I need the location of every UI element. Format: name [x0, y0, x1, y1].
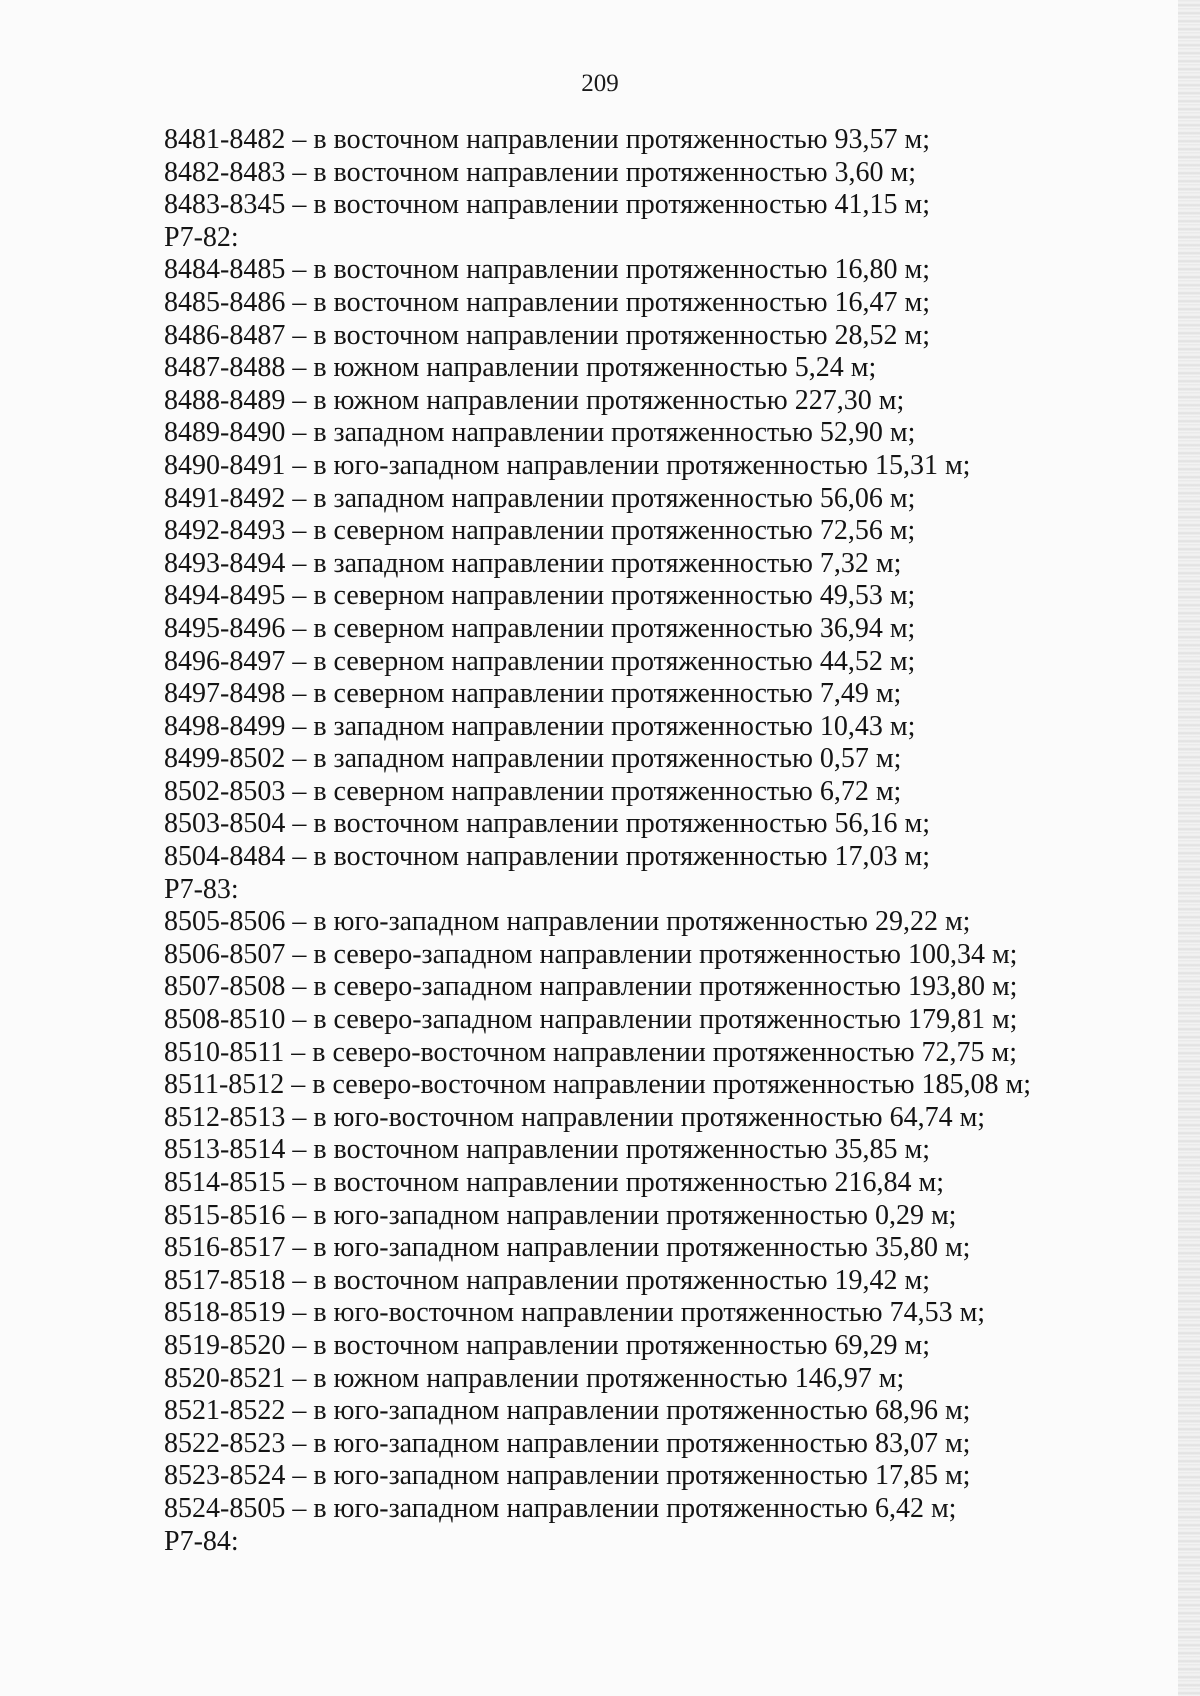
boundary-segment-line: 8510-8511 – в северо-восточном направлении протяженностью 72,75 м; — [164, 1036, 1018, 1068]
boundary-segment-line: 8508-8510 – в северо-западном направлении протяженностью 179,81 м; — [164, 1004, 1018, 1036]
boundary-segment-line: 8485-8486 – в восточном направлении протяженностью 16,47 м; — [164, 286, 931, 318]
boundary-segment-line: 8491-8492 – в западном направлении протяженностью 56,06 м; — [164, 482, 916, 514]
boundary-segment-line: 8487-8488 – в южном направлении протяженностью 5,24 м; — [164, 352, 877, 384]
boundary-segment-line: 8514-8515 – в восточном направлении протяженностью 216,84 м; — [164, 1167, 945, 1198]
boundary-segment-line: 8488-8489 – в южном направлении протяженностью 227,30 м; — [164, 384, 905, 416]
boundary-segment-line: 8492-8493 – в северном направлении протяженностью 72,56 м; — [164, 515, 916, 547]
boundary-segment-line: 8484-8485 – в восточном направлении протяженностью 16,80 м; — [164, 254, 931, 286]
boundary-segment-line: 8486-8487 – в восточном направлении протяженностью 28,52 м; — [164, 319, 931, 351]
scan-edge — [1178, 0, 1200, 1696]
boundary-segment-line: 8494-8495 – в северном направлении протяженностью 49,53 м; — [164, 580, 916, 612]
boundary-segment-line: 8493-8494 – в западном направлении протяженностью 7,32 м; — [164, 547, 902, 579]
boundary-segment-line: 8517-8518 – в восточном направлении протяженностью 19,42 м; — [164, 1264, 931, 1296]
boundary-segment-line: 8503-8504 – в восточном направлении протяженностью 56,16 м; — [164, 808, 931, 840]
boundary-segment-line: 8513-8514 – в восточном направлении протяженностью 35,85 м; — [164, 1134, 931, 1166]
boundary-segment-line: 8506-8507 – в северо-западном направлении протяженностью 100,34 м; — [164, 938, 1018, 970]
boundary-segment-line: 8489-8490 – в западном направлении протяженностью 52,90 м; — [164, 417, 916, 449]
boundary-segment-line: 8515-8516 – в юго-западном направлении протяженностью 0,29 м; — [164, 1199, 957, 1231]
boundary-segment-line: 8495-8496 – в северном направлении протяженностью 36,94 м; — [164, 612, 916, 644]
boundary-segment-line: 8490-8491 – в юго-западном направлении протяженностью 15,31 м; — [164, 449, 971, 481]
boundary-description-list — [164, 124, 1031, 1558]
boundary-segment-line: 8498-8499 – в западном направлении протяженностью 10,43 м; — [164, 710, 916, 742]
boundary-segment-line: 8481-8482 – в восточном направлении протяженностью 93,57 м; — [164, 124, 931, 155]
boundary-segment-line: 8482-8483 – в восточном направлении протяженностью 3,60 м; — [164, 156, 917, 188]
boundary-segment-line: 8504-8484 – в восточном направлении протяженностью 17,03 м; — [164, 841, 931, 873]
boundary-segment-line: 8505-8506 – в юго-западном направлении протяженностью 29,22 м; — [164, 906, 971, 938]
section-heading: Р7-83: — [164, 873, 239, 905]
boundary-segment-line: 8502-8503 – в северном направлении протяженностью 6,72 м; — [164, 775, 902, 807]
boundary-segment-line: 8497-8498 – в северном направлении протяженностью 7,49 м; — [164, 678, 902, 710]
boundary-segment-line: 8507-8508 – в северо-западном направлении протяженностью 193,80 м; — [164, 971, 1018, 1003]
boundary-segment-line: 8516-8517 – в юго-западном направлении протяженностью 35,80 м; — [164, 1232, 971, 1264]
boundary-segment-line: 8519-8520 – в восточном направлении протяженностью 69,29 м; — [164, 1329, 931, 1361]
boundary-segment-line: 8483-8345 – в восточном направлении протяженностью 41,15 м; — [164, 189, 931, 221]
page-number: 209 — [581, 70, 619, 97]
boundary-segment-line: 8521-8522 – в юго-западном направлении протяженностью 68,96 м; — [164, 1395, 971, 1427]
boundary-segment-line: 8511-8512 – в северо-восточном направлении протяженностью 185,08 м; — [164, 1069, 1032, 1101]
boundary-segment-line: 8496-8497 – в северном направлении протяженностью 44,52 м; — [164, 645, 916, 677]
boundary-segment-line: 8512-8513 – в юго-восточном направлении протяженностью 64,74 м; — [164, 1101, 986, 1133]
boundary-segment-line: 8518-8519 – в юго-восточном направлении протяженностью 74,53 м; — [164, 1297, 986, 1329]
boundary-segment-line: 8520-8521 – в южном направлении протяженностью 146,97 м; — [164, 1362, 905, 1394]
boundary-segment-line: 8523-8524 – в юго-западном направлении протяженностью 17,85 м; — [164, 1460, 971, 1492]
section-heading: Р7-82: — [164, 221, 239, 253]
boundary-segment-line: 8524-8505 – в юго-западном направлении протяженностью 6,42 м; — [164, 1492, 957, 1524]
section-heading: Р7-84: — [164, 1525, 239, 1557]
boundary-segment-line: 8522-8523 – в юго-западном направлении протяженностью 83,07 м; — [164, 1427, 971, 1459]
boundary-segment-line: 8499-8502 – в западном направлении протяженностью 0,57 м; — [164, 743, 902, 775]
